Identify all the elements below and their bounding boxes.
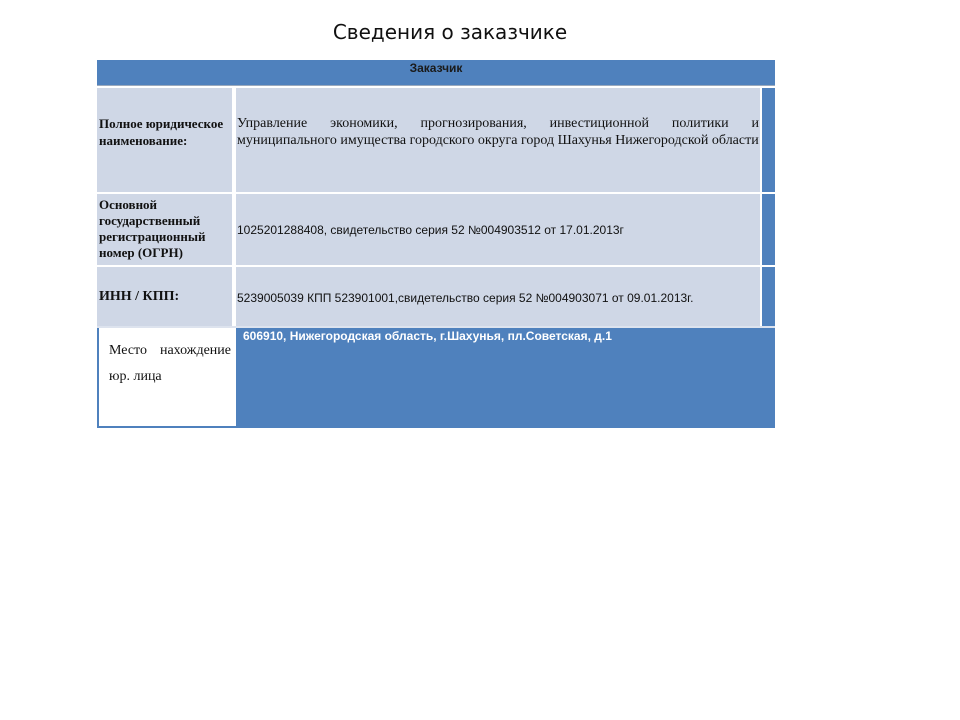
row-value: 606910, Нижегородская область, г.Шахунья, пл.Советская, д.1 [243, 329, 612, 343]
row-label: Место нахождение юр. лица [109, 343, 231, 384]
row-label-cell [97, 88, 234, 192]
row-edge [762, 194, 775, 265]
row-value: 1025201288408, свидетельство серия 52 №004903512 от 17.01.2013г [237, 223, 624, 237]
row-label: Полное юридическое наименование: [99, 116, 224, 148]
slide-title: Сведения о заказчике [332, 20, 568, 44]
row-edge [762, 88, 775, 192]
row-label-cell [97, 328, 236, 428]
table-row [97, 267, 775, 326]
row-value-cell [236, 88, 760, 192]
row-label-cell [97, 267, 234, 326]
row-value: 5239005039 КПП 523901001,свидетельство серия 52 №004903071 от 09.01.2013г. [237, 291, 694, 305]
row-value-cell [236, 267, 760, 326]
row-value-cell [236, 194, 760, 265]
table-row [97, 194, 775, 265]
row-label: ИНН / КПП: [99, 289, 180, 304]
table-header: Заказчик [97, 60, 775, 86]
row-label: Основной государственный регистрационный номер (ОГРН) [99, 197, 206, 260]
row-edge [762, 267, 775, 326]
row-value: Управление экономики, прогнозирования, инвестиционной политики и муниципального имущества городского округа город Шахунья Нижегородской области [237, 116, 759, 148]
table-row [97, 88, 775, 192]
table-row [97, 326, 775, 428]
row-label-cell [97, 194, 234, 265]
